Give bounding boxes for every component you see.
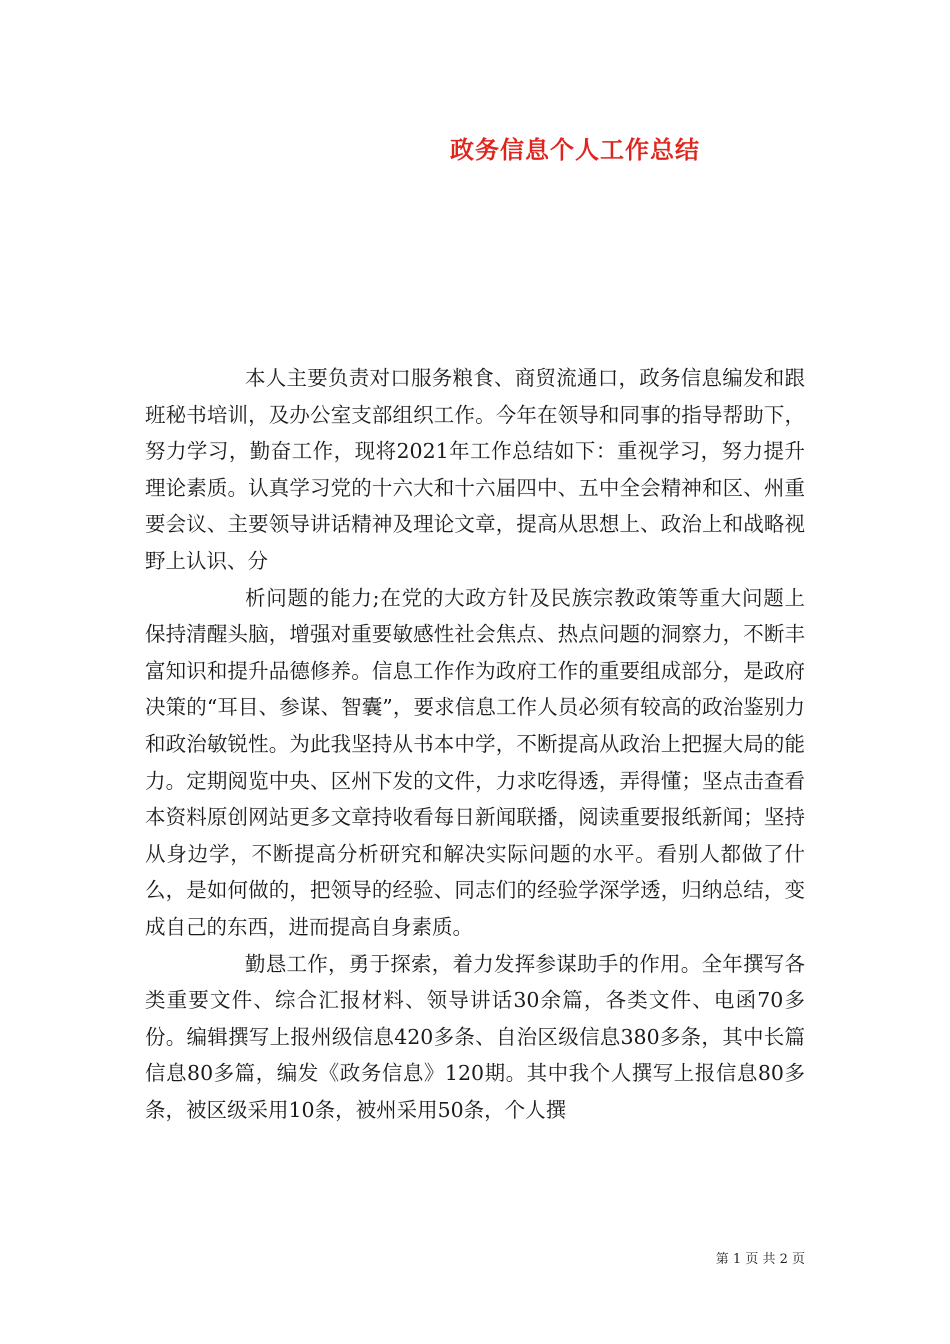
document-title: 政务信息个人工作总结 — [450, 136, 700, 164]
paragraph-2: 析问题的能力;在党的大政方针及民族宗教政策等重大问题上保持清醒头脑，增强对重要敏感性社会焦点、热点问题的洞察力，不断丰富知识和提升品德修养。信息工作作为政府工作的重要组成部分，是政府决策的“耳目、参谋、智囊”，要求信息工作人员必须有较高的政治鉴别力和政治敏锐性。为此我坚持从书本中学，不断提高从政治上把握大局的能力。定期阅览中央、区州下发的文件，力求吃得透，弄得懂；坚点击查看本资料原创网站更多文章持收看每日新闻联播，阅读重要报纸新闻；坚持从身边学，不断提高分析研究和解决实际问题的水平。看别人都做了什么，是如何做的，把领导的经验、同志们的经验学深学透，归纳总结，变成自己的东西，进而提高自身素质。 — [145, 585, 805, 939]
title-area — [0, 0, 950, 200]
page-number-footer: 第 1 页 共 2 页 — [715, 1252, 805, 1267]
paragraph-3: 勤恳工作，勇于探索，着力发挥参谋助手的作用。全年撰写各类重要文件、综合汇报材料、领导讲话30余篇，各类文件、电函70多份。编辑撰写上报州级信息420多条、自治区级信息380多条，其中长篇信息80多篇，编发《政务信息》120期。其中我个人撰写上报信息80多条，被区级采用10条，被州采用50条，个人撰 — [145, 951, 805, 1122]
document-body — [145, 360, 805, 1128]
paragraph-1: 本人主要负责对口服务粮食、商贸流通口，政务信息编发和跟班秘书培训，及办公室支部组织工作。今年在领导和同事的指导帮助下，努力学习，勤奋工作，现将2021年工作总结如下：重视学习，努力提升理论素质。认真学习党的十六大和十六届四中、五中全会精神和区、州重要会议、主要领导讲话精神及理论文章，提高从思想上、政治上和战略视野上认识、分 — [145, 366, 805, 573]
